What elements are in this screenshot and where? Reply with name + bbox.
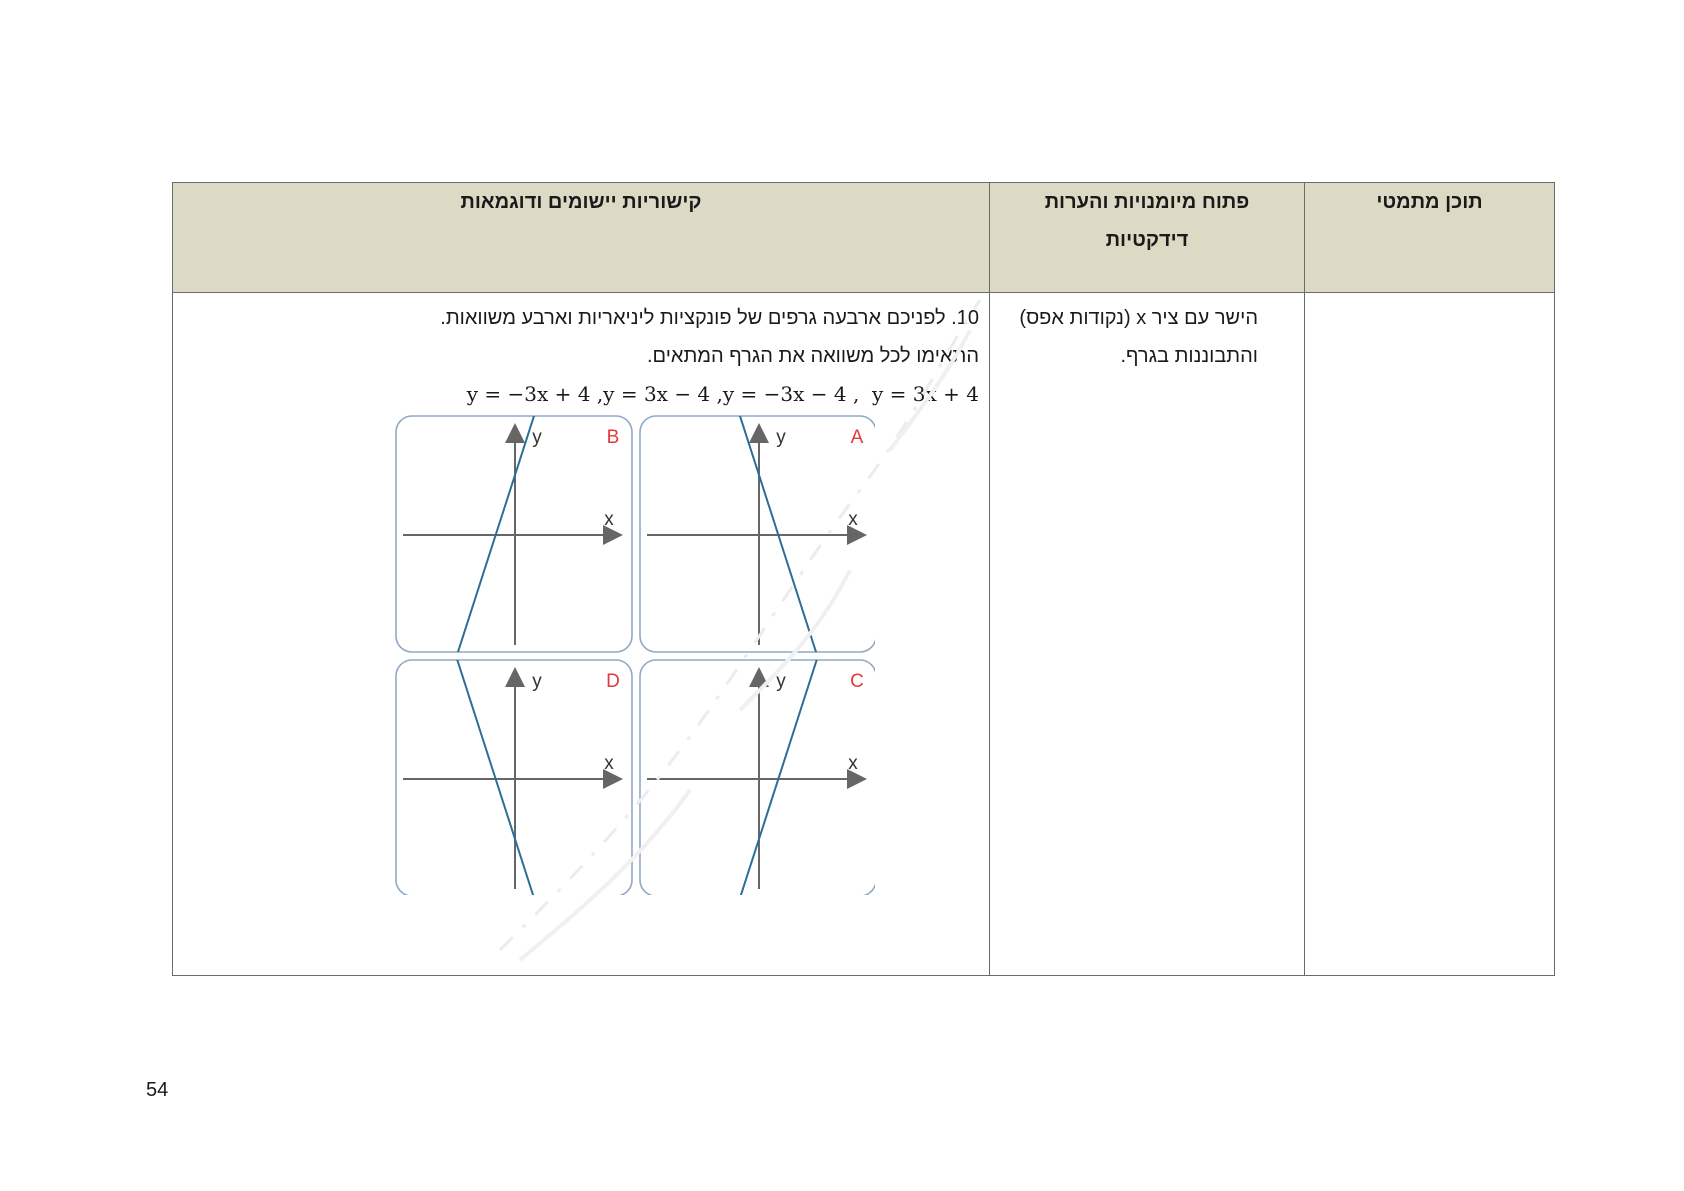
graph-label-d: D	[606, 671, 620, 692]
skills-line1: הישר עם ציר x (נקודות אפס)	[1019, 307, 1258, 329]
graph-label-c: C	[850, 671, 864, 692]
header-skills	[990, 183, 1305, 293]
graph-label-b: B	[606, 427, 620, 448]
x-axis-label: x	[848, 509, 858, 530]
skills-line2: והתבוננות בגרף.	[1120, 345, 1258, 367]
cell-content	[1305, 293, 1555, 976]
cell-skills	[990, 293, 1305, 976]
x-axis-label: x	[604, 753, 614, 774]
exercise-line2: התאימו לכל משוואה את הגרף המתאים.	[647, 345, 979, 367]
exercise-line1: 10. לפניכם ארבעה גרפים של פונקציות ליניאריות וארבע משוואות.	[440, 307, 979, 329]
header-content	[1305, 183, 1555, 293]
y-axis-label: y	[532, 671, 542, 692]
watermark-signature	[480, 270, 1000, 970]
cell-skills-text	[990, 293, 1304, 375]
x-axis-label: x	[604, 509, 614, 530]
x-axis-label: x	[848, 753, 858, 774]
y-axis-label: y	[776, 427, 786, 448]
equations-list: y = −3x + 4 ,y = 3x − 4 ,y = −3x − 4 , y = 3x + 4	[466, 382, 979, 406]
header-content-label: תוכן מתמטי	[1376, 191, 1483, 213]
graph-label-a: A	[850, 427, 864, 448]
cell-content-text	[1305, 293, 1554, 299]
y-axis-label: y	[776, 671, 786, 692]
header-examples-label: קישוריות יישומים ודוגמאות	[460, 191, 702, 213]
page-number: 54	[146, 1079, 169, 1101]
header-skills-line2: דידקטיות	[1105, 229, 1189, 251]
y-axis-label: y	[532, 427, 542, 448]
header-skills-line1: פתוח מיומנויות והערות	[1044, 191, 1250, 213]
